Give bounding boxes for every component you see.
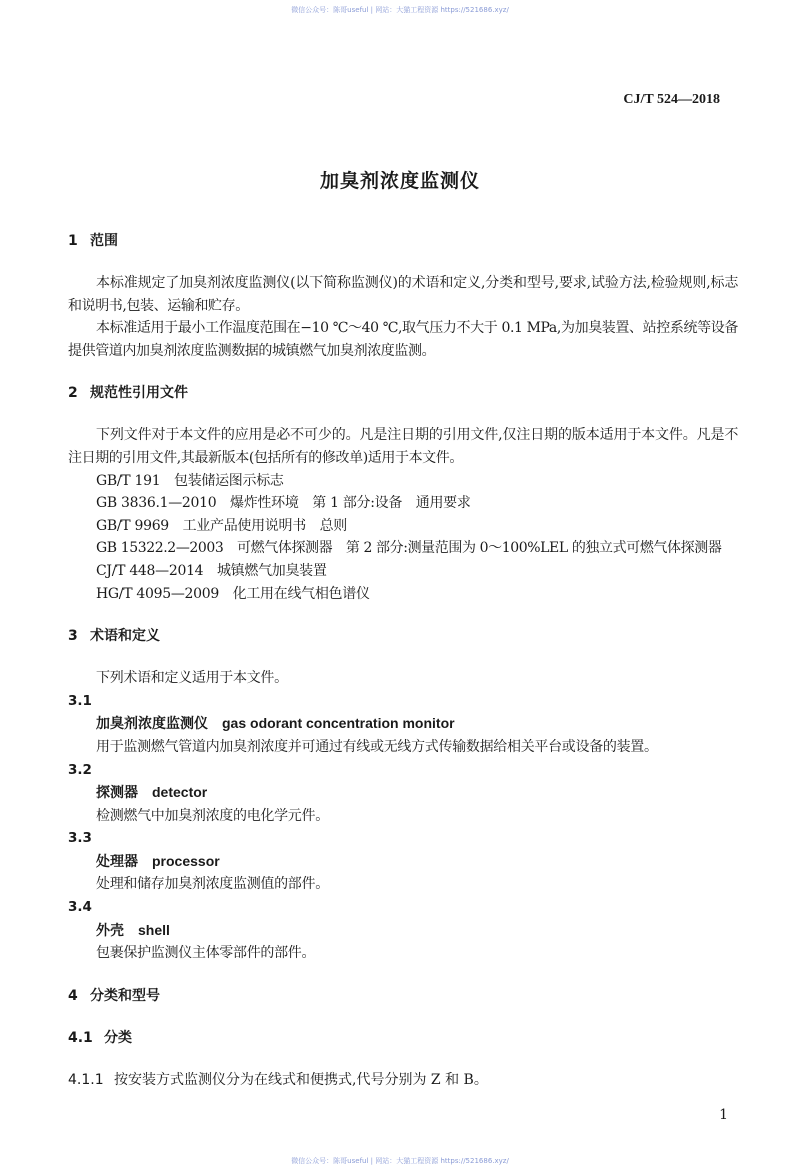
section-heading-3 bbox=[68, 625, 738, 647]
term-en: processor bbox=[152, 852, 220, 869]
paragraph: 本标准适用于最小工作温度范围在−10 ℃～40 ℃,取气压力不大于 0.1 MPa,为加臭装置、站控系统等设备提供管道内加臭剂浓度监测数据的城镇燃气加臭剂浓度监测。 bbox=[68, 320, 738, 359]
term-en: detector bbox=[152, 784, 208, 801]
term-en: gas odorant concentration monitor bbox=[222, 715, 455, 732]
term-number: 3.1 bbox=[68, 692, 92, 709]
section-heading-2 bbox=[68, 382, 738, 404]
watermark-top: 微信公众号：陈哥useful | 网站：大猫工程资源 https://521686.xyz/ bbox=[291, 6, 509, 14]
reference-item: GB/T 9969 工业产品使用说明书 总则 bbox=[96, 517, 348, 534]
clause-number: 4.1.1 bbox=[68, 1071, 104, 1088]
section-title: 规范性引用文件 bbox=[90, 385, 188, 402]
term-heading bbox=[68, 919, 738, 943]
standard-number: CJ/T 524—2018 bbox=[623, 92, 720, 107]
section-title: 分类和型号 bbox=[90, 987, 160, 1004]
term-zh: 处理器 bbox=[96, 853, 138, 870]
term-zh: 外壳 bbox=[96, 922, 124, 939]
paragraph: 本标准规定了加臭剂浓度监测仪(以下简称监测仪)的术语和定义,分类和型号,要求,试验方法,检验规则,标志和说明书,包装、运输和贮存。 bbox=[68, 275, 738, 314]
subsection-number: 4.1 bbox=[68, 1029, 93, 1046]
reference-item: HG/T 4095—2009 化工用在线气相色谱仪 bbox=[96, 585, 370, 602]
term-en: shell bbox=[138, 921, 170, 938]
term-number: 3.4 bbox=[68, 899, 92, 916]
term-heading bbox=[68, 850, 738, 874]
subsection-heading bbox=[68, 1027, 738, 1049]
section-title: 术语和定义 bbox=[90, 628, 160, 645]
term-definition: 检测燃气中加臭剂浓度的电化学元件。 bbox=[96, 807, 329, 824]
term-number: 3.3 bbox=[68, 830, 92, 847]
section-number: 3 bbox=[68, 628, 78, 645]
term-number: 3.2 bbox=[68, 761, 92, 778]
term-definition: 用于监测燃气管道内加臭剂浓度并可通过有线或无线方式传输数据给相关平台或设备的装置。 bbox=[96, 738, 658, 755]
reference-item: GB 3836.1—2010 爆炸性环境 第 1 部分:设备 通用要求 bbox=[96, 495, 471, 512]
section-number: 4 bbox=[68, 987, 78, 1004]
term-heading bbox=[68, 712, 738, 736]
section-title: 范围 bbox=[90, 233, 118, 249]
section-number: 2 bbox=[68, 385, 78, 402]
clause-4-1-1 bbox=[68, 1069, 738, 1092]
document-title: 加臭剂浓度监测仪 bbox=[319, 170, 480, 192]
watermark-bottom: 微信公众号：陈哥useful | 网站：大猫工程资源 https://521686.xyz/ bbox=[291, 1157, 509, 1165]
reference-item: CJ/T 448—2014 城镇燃气加臭装置 bbox=[96, 562, 327, 579]
paragraph: 下列文件对于本文件的应用是必不可少的。凡是注日期的引用文件,仅注日期的版本适用于本文件。凡是不注日期的引用文件,其最新版本(包括所有的修改单)适用于本文件。 bbox=[68, 427, 738, 466]
term-definition: 包裹保护监测仪主体零部件的部件。 bbox=[96, 945, 316, 962]
reference-item: GB 15322.2—2003 可燃气体探测器 第 2 部分:测量范围为 0～100%LEL 的独立式可燃气体探测器 bbox=[96, 540, 722, 557]
section-number: 1 bbox=[68, 233, 78, 249]
section-heading-1 bbox=[68, 230, 738, 252]
page-number: 1 bbox=[719, 1107, 728, 1124]
subsection-title: 分类 bbox=[104, 1029, 132, 1046]
section-heading-4 bbox=[68, 985, 738, 1007]
term-zh: 加臭剂浓度监测仪 bbox=[96, 716, 208, 733]
term-heading bbox=[68, 781, 738, 805]
term-zh: 探测器 bbox=[96, 785, 138, 802]
term-definition: 处理和储存加臭剂浓度监测值的部件。 bbox=[96, 876, 329, 893]
clause-text: 按安装方式监测仪分为在线式和便携式,代号分别为 Z 和 B。 bbox=[114, 1071, 488, 1088]
document-body bbox=[68, 230, 738, 1125]
paragraph: 下列术语和定义适用于本文件。 bbox=[96, 670, 288, 687]
reference-item: GB/T 191 包装储运图示标志 bbox=[96, 472, 284, 489]
